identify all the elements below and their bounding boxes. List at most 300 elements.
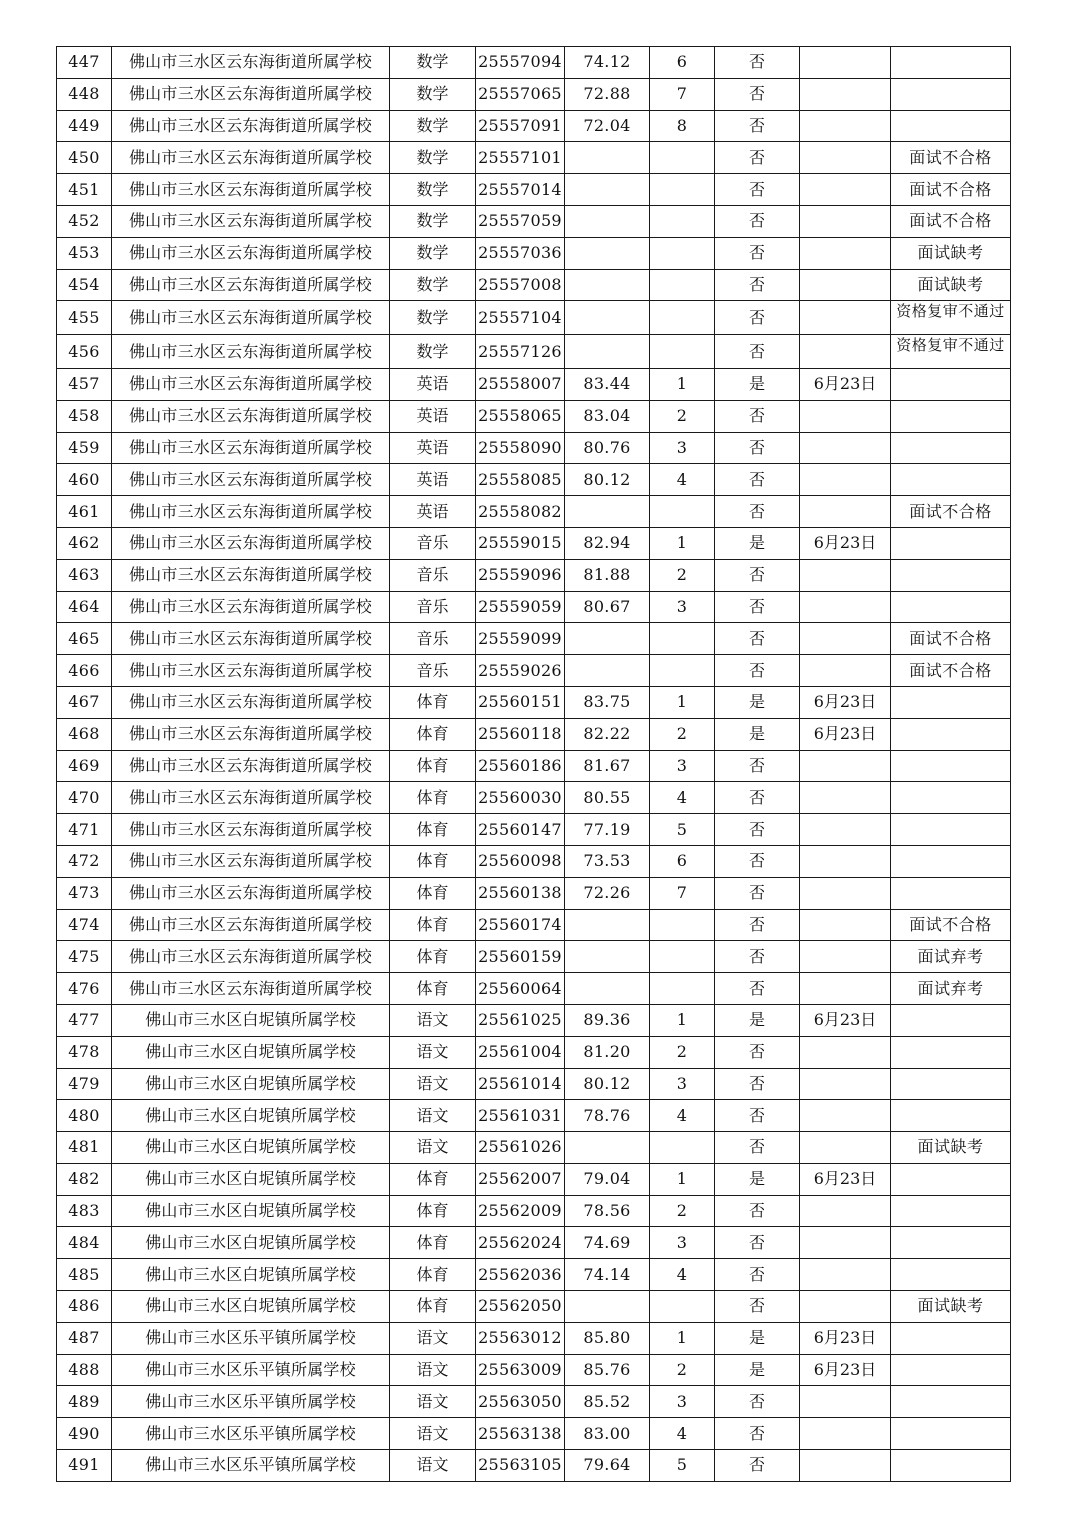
recruiting-unit-cell: 佛山市三水区云东海街道所属学校 <box>112 335 390 369</box>
exam-date-cell <box>800 1068 891 1100</box>
total-score-cell: 78.56 <box>565 1195 650 1227</box>
rank-cell: 4 <box>650 1259 715 1291</box>
subject-cell: 体育 <box>390 718 476 750</box>
rank-cell: 1 <box>650 368 715 400</box>
subject-cell: 音乐 <box>390 591 476 623</box>
ticket-number-cell: 25560138 <box>476 877 565 909</box>
ticket-number-cell: 25561026 <box>476 1132 565 1164</box>
recruiting-unit-cell: 佛山市三水区云东海街道所属学校 <box>112 877 390 909</box>
recruiting-unit-cell: 佛山市三水区云东海街道所属学校 <box>112 750 390 782</box>
enter-physical-exam-cell: 否 <box>715 814 800 846</box>
subject-cell: 体育 <box>390 686 476 718</box>
enter-physical-exam-cell: 是 <box>715 527 800 559</box>
enter-physical-exam-cell: 否 <box>715 1227 800 1259</box>
ticket-number-cell: 25562007 <box>476 1163 565 1195</box>
row-number-cell: 466 <box>57 655 112 687</box>
row-number-cell: 485 <box>57 1259 112 1291</box>
remark-cell <box>891 718 1011 750</box>
rank-cell: 4 <box>650 782 715 814</box>
total-score-cell: 77.19 <box>565 814 650 846</box>
recruiting-unit-cell: 佛山市三水区云东海街道所属学校 <box>112 782 390 814</box>
total-score-cell <box>565 1291 650 1323</box>
remark-cell: 面试不合格 <box>891 142 1011 174</box>
table-row <box>57 877 1011 909</box>
total-score-cell: 72.26 <box>565 877 650 909</box>
enter-physical-exam-cell: 否 <box>715 559 800 591</box>
exam-date-cell <box>800 1450 891 1482</box>
recruiting-unit-cell: 佛山市三水区乐平镇所属学校 <box>112 1386 390 1418</box>
enter-physical-exam-cell: 否 <box>715 1291 800 1323</box>
recruiting-unit-cell: 佛山市三水区云东海街道所属学校 <box>112 78 390 110</box>
enter-physical-exam-cell: 否 <box>715 269 800 301</box>
remark-cell <box>891 686 1011 718</box>
recruiting-unit-cell: 佛山市三水区云东海街道所属学校 <box>112 205 390 237</box>
recruiting-unit-cell: 佛山市三水区云东海街道所属学校 <box>112 110 390 142</box>
table-row <box>57 718 1011 750</box>
remark-cell: 面试不合格 <box>891 205 1011 237</box>
subject-cell: 体育 <box>390 814 476 846</box>
row-number-cell: 473 <box>57 877 112 909</box>
table-row <box>57 1195 1011 1227</box>
recruiting-unit-cell: 佛山市三水区云东海街道所属学校 <box>112 655 390 687</box>
remark-cell <box>891 1227 1011 1259</box>
subject-cell: 数学 <box>390 78 476 110</box>
subject-cell: 数学 <box>390 47 476 79</box>
table-row <box>57 686 1011 718</box>
subject-cell: 体育 <box>390 750 476 782</box>
subject-cell: 体育 <box>390 1195 476 1227</box>
exam-date-cell: 6月23日 <box>800 1322 891 1354</box>
recruiting-unit-cell: 佛山市三水区乐平镇所属学校 <box>112 1418 390 1450</box>
row-number-cell: 455 <box>57 301 112 335</box>
rank-cell <box>650 174 715 206</box>
ticket-number-cell: 25557101 <box>476 142 565 174</box>
total-score-cell: 80.12 <box>565 464 650 496</box>
enter-physical-exam-cell: 否 <box>715 782 800 814</box>
remark-cell <box>891 1418 1011 1450</box>
row-number-cell: 472 <box>57 845 112 877</box>
total-score-cell <box>565 142 650 174</box>
rank-cell <box>650 1132 715 1164</box>
remark-cell <box>891 1354 1011 1386</box>
total-score-cell: 78.76 <box>565 1100 650 1132</box>
rank-cell: 3 <box>650 750 715 782</box>
remark-cell <box>891 78 1011 110</box>
table-row <box>57 527 1011 559</box>
table-row <box>57 432 1011 464</box>
ticket-number-cell: 25560174 <box>476 909 565 941</box>
exam-date-cell <box>800 237 891 269</box>
exam-date-cell <box>800 142 891 174</box>
exam-date-cell <box>800 591 891 623</box>
remark-cell <box>891 814 1011 846</box>
remark-cell <box>891 1450 1011 1482</box>
enter-physical-exam-cell: 是 <box>715 1354 800 1386</box>
exam-date-cell <box>800 496 891 528</box>
ticket-number-cell: 25562050 <box>476 1291 565 1323</box>
row-number-cell: 482 <box>57 1163 112 1195</box>
remark-cell <box>891 1386 1011 1418</box>
recruiting-unit-cell: 佛山市三水区云东海街道所属学校 <box>112 559 390 591</box>
rank-cell: 3 <box>650 1068 715 1100</box>
subject-cell: 音乐 <box>390 623 476 655</box>
exam-date-cell: 6月23日 <box>800 718 891 750</box>
recruiting-unit-cell: 佛山市三水区云东海街道所属学校 <box>112 400 390 432</box>
remark-cell <box>891 464 1011 496</box>
remark-cell: 面试不合格 <box>891 174 1011 206</box>
subject-cell: 体育 <box>390 1259 476 1291</box>
subject-cell: 数学 <box>390 237 476 269</box>
rank-cell: 1 <box>650 1322 715 1354</box>
ticket-number-cell: 25559059 <box>476 591 565 623</box>
ticket-number-cell: 25558065 <box>476 400 565 432</box>
row-number-cell: 478 <box>57 1036 112 1068</box>
row-number-cell: 474 <box>57 909 112 941</box>
row-number-cell: 453 <box>57 237 112 269</box>
table-row <box>57 1259 1011 1291</box>
ticket-number-cell: 25559096 <box>476 559 565 591</box>
row-number-cell: 465 <box>57 623 112 655</box>
rank-cell: 3 <box>650 1227 715 1259</box>
row-number-cell: 468 <box>57 718 112 750</box>
ticket-number-cell: 25561004 <box>476 1036 565 1068</box>
remark-cell <box>891 1195 1011 1227</box>
enter-physical-exam-cell: 否 <box>715 1100 800 1132</box>
table-row <box>57 1004 1011 1036</box>
row-number-cell: 487 <box>57 1322 112 1354</box>
table-row <box>57 1322 1011 1354</box>
table-row <box>57 909 1011 941</box>
table-row <box>57 142 1011 174</box>
subject-cell: 语文 <box>390 1322 476 1354</box>
rank-cell <box>650 655 715 687</box>
recruiting-unit-cell: 佛山市三水区云东海街道所属学校 <box>112 269 390 301</box>
row-number-cell: 462 <box>57 527 112 559</box>
total-score-cell: 74.12 <box>565 47 650 79</box>
table-row <box>57 559 1011 591</box>
subject-cell: 数学 <box>390 301 476 335</box>
rank-cell: 2 <box>650 1195 715 1227</box>
recruiting-unit-cell: 佛山市三水区白坭镇所属学校 <box>112 1291 390 1323</box>
exam-date-cell <box>800 845 891 877</box>
rank-cell <box>650 623 715 655</box>
exam-date-cell <box>800 1100 891 1132</box>
rank-cell: 2 <box>650 1354 715 1386</box>
recruiting-unit-cell: 佛山市三水区云东海街道所属学校 <box>112 142 390 174</box>
total-score-cell: 79.04 <box>565 1163 650 1195</box>
recruiting-unit-cell: 佛山市三水区云东海街道所属学校 <box>112 845 390 877</box>
enter-physical-exam-cell: 否 <box>715 464 800 496</box>
row-number-cell: 488 <box>57 1354 112 1386</box>
row-number-cell: 480 <box>57 1100 112 1132</box>
ticket-number-cell: 25557008 <box>476 269 565 301</box>
exam-date-cell <box>800 750 891 782</box>
row-number-cell: 448 <box>57 78 112 110</box>
exam-date-cell <box>800 909 891 941</box>
row-number-cell: 484 <box>57 1227 112 1259</box>
row-number-cell: 449 <box>57 110 112 142</box>
enter-physical-exam-cell: 否 <box>715 142 800 174</box>
rank-cell <box>650 269 715 301</box>
ticket-number-cell: 25557014 <box>476 174 565 206</box>
remark-cell <box>891 782 1011 814</box>
rank-cell: 2 <box>650 718 715 750</box>
rank-cell <box>650 301 715 335</box>
total-score-cell: 85.80 <box>565 1322 650 1354</box>
row-number-cell: 469 <box>57 750 112 782</box>
exam-date-cell <box>800 335 891 369</box>
table-row <box>57 1291 1011 1323</box>
recruiting-unit-cell: 佛山市三水区云东海街道所属学校 <box>112 623 390 655</box>
table-row <box>57 47 1011 79</box>
total-score-cell: 85.76 <box>565 1354 650 1386</box>
subject-cell: 数学 <box>390 110 476 142</box>
exam-date-cell <box>800 269 891 301</box>
total-score-cell <box>565 301 650 335</box>
total-score-cell <box>565 205 650 237</box>
ticket-number-cell: 25560151 <box>476 686 565 718</box>
subject-cell: 数学 <box>390 269 476 301</box>
recruiting-unit-cell: 佛山市三水区云东海街道所属学校 <box>112 174 390 206</box>
recruiting-unit-cell: 佛山市三水区云东海街道所属学校 <box>112 718 390 750</box>
row-number-cell: 481 <box>57 1132 112 1164</box>
rank-cell: 1 <box>650 527 715 559</box>
table-row <box>57 782 1011 814</box>
ticket-number-cell: 25557059 <box>476 205 565 237</box>
enter-physical-exam-cell: 否 <box>715 496 800 528</box>
exam-date-cell: 6月23日 <box>800 1354 891 1386</box>
ticket-number-cell: 25559026 <box>476 655 565 687</box>
total-score-cell: 83.04 <box>565 400 650 432</box>
ticket-number-cell: 25560147 <box>476 814 565 846</box>
remark-cell <box>891 559 1011 591</box>
total-score-cell: 83.44 <box>565 368 650 400</box>
total-score-cell <box>565 973 650 1005</box>
recruiting-unit-cell: 佛山市三水区云东海街道所属学校 <box>112 941 390 973</box>
total-score-cell: 85.52 <box>565 1386 650 1418</box>
enter-physical-exam-cell: 是 <box>715 1004 800 1036</box>
row-number-cell: 460 <box>57 464 112 496</box>
table-row <box>57 78 1011 110</box>
remark-cell: 面试缺考 <box>891 269 1011 301</box>
subject-cell: 体育 <box>390 877 476 909</box>
subject-cell: 音乐 <box>390 527 476 559</box>
recruiting-unit-cell: 佛山市三水区云东海街道所属学校 <box>112 973 390 1005</box>
rank-cell <box>650 142 715 174</box>
ticket-number-cell: 25563012 <box>476 1322 565 1354</box>
row-number-cell: 475 <box>57 941 112 973</box>
recruiting-unit-cell: 佛山市三水区白坭镇所属学校 <box>112 1163 390 1195</box>
remark-cell: 面试弃考 <box>891 941 1011 973</box>
subject-cell: 数学 <box>390 142 476 174</box>
enter-physical-exam-cell: 否 <box>715 205 800 237</box>
subject-cell: 语文 <box>390 1354 476 1386</box>
total-score-cell: 74.14 <box>565 1259 650 1291</box>
total-score-cell: 81.67 <box>565 750 650 782</box>
recruiting-unit-cell: 佛山市三水区云东海街道所属学校 <box>112 237 390 269</box>
rank-cell <box>650 496 715 528</box>
exam-date-cell <box>800 301 891 335</box>
rank-cell <box>650 205 715 237</box>
recruiting-unit-cell: 佛山市三水区云东海街道所属学校 <box>112 464 390 496</box>
rank-cell <box>650 1291 715 1323</box>
total-score-cell: 89.36 <box>565 1004 650 1036</box>
exam-date-cell <box>800 47 891 79</box>
subject-cell: 语文 <box>390 1450 476 1482</box>
table-row <box>57 1068 1011 1100</box>
rank-cell: 1 <box>650 1163 715 1195</box>
row-number-cell: 471 <box>57 814 112 846</box>
total-score-cell: 83.75 <box>565 686 650 718</box>
table-row <box>57 110 1011 142</box>
total-score-cell: 80.55 <box>565 782 650 814</box>
total-score-cell <box>565 335 650 369</box>
ticket-number-cell: 25562009 <box>476 1195 565 1227</box>
ticket-number-cell: 25557094 <box>476 47 565 79</box>
enter-physical-exam-cell: 否 <box>715 877 800 909</box>
remark-cell: 面试弃考 <box>891 973 1011 1005</box>
table-row <box>57 1418 1011 1450</box>
exam-date-cell <box>800 559 891 591</box>
subject-cell: 体育 <box>390 782 476 814</box>
row-number-cell: 463 <box>57 559 112 591</box>
table-row <box>57 655 1011 687</box>
ticket-number-cell: 25557091 <box>476 110 565 142</box>
rank-cell: 7 <box>650 877 715 909</box>
row-number-cell: 457 <box>57 368 112 400</box>
subject-cell: 体育 <box>390 1291 476 1323</box>
rank-cell: 3 <box>650 432 715 464</box>
ticket-number-cell: 25557104 <box>476 301 565 335</box>
recruiting-unit-cell: 佛山市三水区白坭镇所属学校 <box>112 1227 390 1259</box>
exam-date-cell: 6月23日 <box>800 368 891 400</box>
table-row <box>57 1227 1011 1259</box>
ticket-number-cell: 25560098 <box>476 845 565 877</box>
rank-cell: 1 <box>650 686 715 718</box>
enter-physical-exam-cell: 否 <box>715 655 800 687</box>
enter-physical-exam-cell: 否 <box>715 432 800 464</box>
table-row <box>57 1132 1011 1164</box>
subject-cell: 语文 <box>390 1004 476 1036</box>
remark-cell: 资格复审不通过 <box>891 335 1011 369</box>
enter-physical-exam-cell: 否 <box>715 1259 800 1291</box>
total-score-cell: 83.00 <box>565 1418 650 1450</box>
table-row <box>57 941 1011 973</box>
enter-physical-exam-cell: 否 <box>715 174 800 206</box>
enter-physical-exam-cell: 否 <box>715 1195 800 1227</box>
recruiting-unit-cell: 佛山市三水区云东海街道所属学校 <box>112 301 390 335</box>
exam-date-cell <box>800 174 891 206</box>
table-row <box>57 973 1011 1005</box>
ticket-number-cell: 25560159 <box>476 941 565 973</box>
remark-cell <box>891 368 1011 400</box>
enter-physical-exam-cell: 是 <box>715 718 800 750</box>
table-row <box>57 496 1011 528</box>
rank-cell: 2 <box>650 1036 715 1068</box>
rank-cell: 2 <box>650 559 715 591</box>
enter-physical-exam-cell: 是 <box>715 368 800 400</box>
total-score-cell: 80.67 <box>565 591 650 623</box>
table-row <box>57 237 1011 269</box>
exam-date-cell <box>800 110 891 142</box>
exam-date-cell <box>800 814 891 846</box>
recruiting-unit-cell: 佛山市三水区云东海街道所属学校 <box>112 686 390 718</box>
ticket-number-cell: 25560030 <box>476 782 565 814</box>
remark-cell <box>891 1100 1011 1132</box>
exam-date-cell <box>800 1132 891 1164</box>
subject-cell: 体育 <box>390 909 476 941</box>
subject-cell: 音乐 <box>390 559 476 591</box>
row-number-cell: 464 <box>57 591 112 623</box>
recruiting-unit-cell: 佛山市三水区乐平镇所属学校 <box>112 1322 390 1354</box>
recruiting-unit-cell: 佛山市三水区云东海街道所属学校 <box>112 47 390 79</box>
subject-cell: 英语 <box>390 432 476 464</box>
subject-cell: 语文 <box>390 1418 476 1450</box>
row-number-cell: 491 <box>57 1450 112 1482</box>
total-score-cell <box>565 237 650 269</box>
ticket-number-cell: 25560064 <box>476 973 565 1005</box>
total-score-cell: 80.76 <box>565 432 650 464</box>
enter-physical-exam-cell: 否 <box>715 1386 800 1418</box>
ticket-number-cell: 25559015 <box>476 527 565 559</box>
results-table <box>56 46 1011 1482</box>
rank-cell <box>650 237 715 269</box>
remark-cell <box>891 877 1011 909</box>
remark-cell: 面试不合格 <box>891 623 1011 655</box>
table-row <box>57 269 1011 301</box>
table-row <box>57 1354 1011 1386</box>
total-score-cell: 82.94 <box>565 527 650 559</box>
rank-cell: 5 <box>650 1450 715 1482</box>
remark-cell <box>891 47 1011 79</box>
total-score-cell: 82.22 <box>565 718 650 750</box>
recruiting-unit-cell: 佛山市三水区云东海街道所属学校 <box>112 496 390 528</box>
exam-date-cell: 6月23日 <box>800 527 891 559</box>
remark-cell <box>891 110 1011 142</box>
row-number-cell: 447 <box>57 47 112 79</box>
remark-cell: 面试不合格 <box>891 909 1011 941</box>
enter-physical-exam-cell: 否 <box>715 1450 800 1482</box>
exam-date-cell <box>800 973 891 1005</box>
remark-cell: 资格复审不通过 <box>891 301 1011 335</box>
total-score-cell <box>565 655 650 687</box>
subject-cell: 数学 <box>390 174 476 206</box>
exam-date-cell <box>800 655 891 687</box>
enter-physical-exam-cell: 否 <box>715 47 800 79</box>
ticket-number-cell: 25563105 <box>476 1450 565 1482</box>
table-row <box>57 1450 1011 1482</box>
exam-date-cell <box>800 1418 891 1450</box>
rank-cell: 4 <box>650 1100 715 1132</box>
recruiting-unit-cell: 佛山市三水区白坭镇所属学校 <box>112 1036 390 1068</box>
row-number-cell: 489 <box>57 1386 112 1418</box>
row-number-cell: 458 <box>57 400 112 432</box>
recruiting-unit-cell: 佛山市三水区云东海街道所属学校 <box>112 909 390 941</box>
table-row <box>57 1163 1011 1195</box>
total-score-cell <box>565 909 650 941</box>
table-row <box>57 591 1011 623</box>
remark-cell: 面试缺考 <box>891 1132 1011 1164</box>
exam-date-cell <box>800 941 891 973</box>
remark-cell <box>891 1068 1011 1100</box>
exam-date-cell <box>800 1386 891 1418</box>
rank-cell <box>650 335 715 369</box>
remark-cell <box>891 591 1011 623</box>
ticket-number-cell: 25558007 <box>476 368 565 400</box>
row-number-cell: 456 <box>57 335 112 369</box>
ticket-number-cell: 25563009 <box>476 1354 565 1386</box>
remark-cell: 面试不合格 <box>891 496 1011 528</box>
